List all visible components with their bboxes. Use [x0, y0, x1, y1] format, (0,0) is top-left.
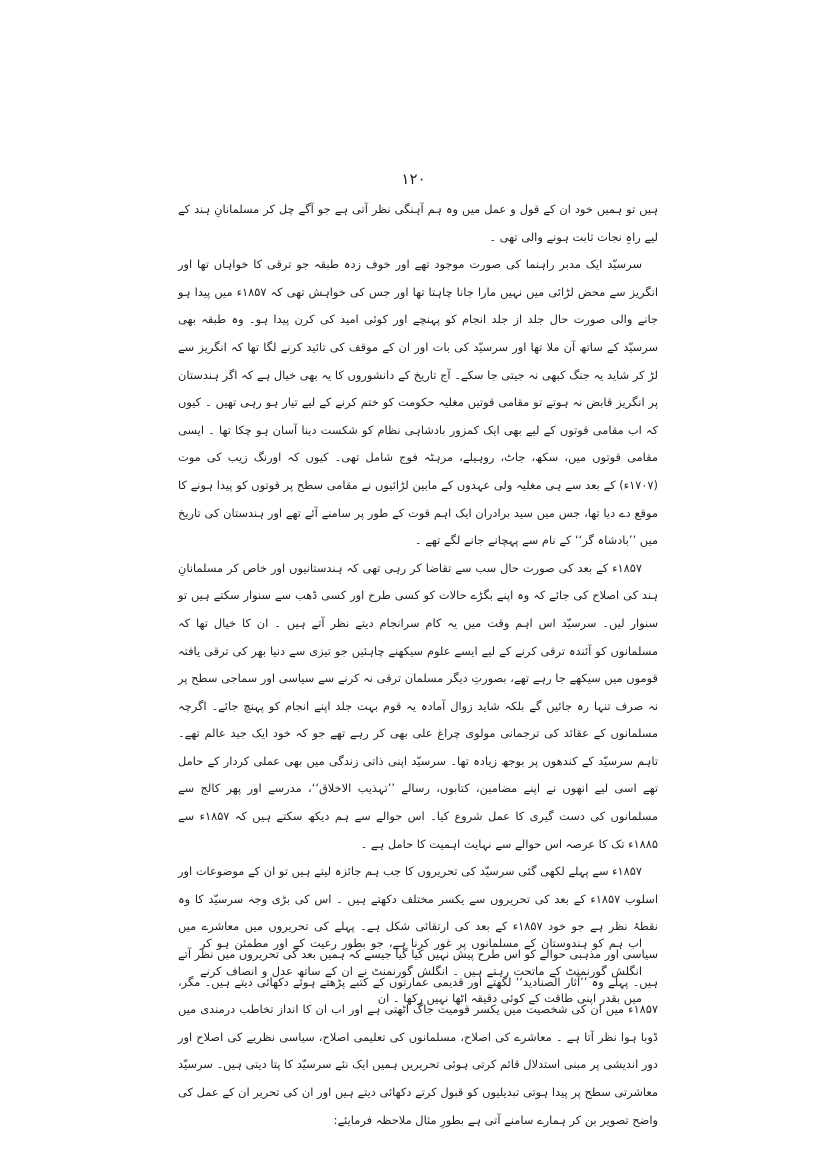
quote-text: اب ہم کو ہندوستان کے مسلمانوں پر غور کرنا ہے، جو بطور رعیت کے اور مطمئن ہو کر انگلش گورنمنٹ کے ماتحت رہتے ہیں ۔ انگلش گورنمنٹ نے ان کے ساتھ عدل و انصاف کرنے میں بقدر اپنی طاقت کے کوئی دقیقہ اٹھا نہیں رکھا ۔ ان: [200, 936, 642, 1006]
block-quote: [200, 930, 642, 1013]
paragraph: ۱۸۵۷ء کے بعد کی صورت حال سب سے تقاضا کر رہی تھی کہ ہندستانیوں اور خاص کر مسلمانانِ ہند کی اصلاح کی جائے کہ وہ اپنے بگڑے حالات کو کسی طرح اور کسی ڈھب سے سنوار سکتے ہیں تو سنوار لیں۔ سرسیّد اس اہم وقت میں یہ کام سرانجام دیتے نظر آتے ہیں ۔ ان کا خیال تھا کہ مسلمانوں کو آئندہ ترقی کرنے کے لیے ایسے علوم سیکھنے چاہئیں جو تیزی سے دنیا بھر کی ترقی یافتہ قوموں میں سیکھے جا رہے تھے، بصورتِ دیگر مسلمان ترقی نہ کرنے سے سیاسی اور سماجی سطح پر نہ صرف تنہا رہ جائیں گے بلکہ شاید زوال آمادہ یہ قوم بہت جلد اپنے انجام کو پہنچ جائے۔ اگرچہ مسلمانوں کے عقائد کی ترجمانی مولوی چراغ علی بھی کر رہے تھے جو کہ خود ایک جید عالم تھے۔ تاہم سرسیّد کے کندھوں پر بوجھ زیادہ تھا۔ سرسیّد اپنی ذاتی زندگی میں بھی عملی کردار کے حامل تھے اسی لیے انھوں نے اپنے مضامین، کتابوں، رسالے ’’تہذیب الاخلاق‘‘، مدرسے اور پھر کالج سے مسلمانوں کی دست گیری کا عمل شروع کیا۔ اس حوالے سے ہم دیکھ سکتے ہیں کہ ۱۸۵۷ء سے ۱۸۸۵ء تک کا عرصہ اس حوالے سے نہایت اہمیت کا حامل ہے ۔: [178, 560, 658, 851]
paragraph: ہیں تو ہمیں خود ان کے قول و عمل میں وہ ہم آہنگی نظر آتی ہے جو آگے چل کر مسلمانانِ ہند کے لیے راہِ نجات ثابت ہونے والی تھی ۔: [178, 202, 658, 244]
paragraph: سرسیّد ایک مدبر راہنما کی صورت موجود تھے اور خوف زدہ طبقہ جو ترقی کا خواہاں تھا اور انگریز سے محض لڑائی میں نہیں مارا جانا چاہتا تھا اور جس کی خواہش تھی کہ ۱۸۵۷ء میں پیدا ہو جانے والی صورت حال جلد از جلد انجام کو پہنچے اور کوئی امید کی کرن پیدا ہو۔ وہ طبقہ بھی سرسیّد کے ساتھ آن ملا تھا اور سرسیّد کی بات اور ان کے موقف کی تائید کرنے لگا تھا کہ انگریز سے لڑ کر شاید یہ جنگ کبھی نہ جیتی جا سکے۔ آج تاریخ کے دانشوروں کا یہ بھی خیال ہے کہ اگر ہندستان پر انگریز قابض نہ ہوتے تو مقامی قوتیں مغلیہ حکومت کو ختم کرنے کے لیے تیار ہو رہی تھیں ۔ کیوں کہ اب مقامی قوتوں کے لیے بھی ایک کمزور بادشاہی نظام کو شکست دینا آسان ہو چکا تھا ۔ ایسی مقامی قوتوں میں، سکھ، جاٹ، روہیلے، مرہٹہ فوج شامل تھی۔ کیوں کہ اورنگ زیب کی موت (۱۷۰۷ء) کے بعد سے ہی مغلیہ ولی عہدوں کے مابین لڑائیوں نے مقامی سطح پر قوتوں کو پیدا ہونے کا موقع دے دیا تھا، جس میں سید برادران ایک اہم قوت کے طور پر سامنے آئے تھے اور ہندستان کی تاریخ میں ’’بادشاہ گر‘‘ کے نام سے پہچانے جانے لگے تھے ۔: [178, 257, 658, 548]
page-number: ۱۲۰: [401, 170, 426, 188]
paragraph: ۱۸۵۷ء سے پہلے لکھی گئی سرسیّد کی تحریروں کا جب ہم جائزہ لیتے ہیں تو ان کے موضوعات اور اسلوب ۱۸۵۷ء کے بعد کی تحریروں سے یکسر مختلف دکھتے ہیں ۔ اس کی بڑی وجہ سرسیّد کا وہ نقطۂ نظر ہے جو خود ۱۸۵۷ء کے بعد کی ارتقائی شکل ہے۔ پہلے کی تحریروں میں معاشرے میں سیاسی اور مذہبی حوالے کو اس طرح پیش نہیں کیا گیا جیسے کہ ہمیں بعد کی تحریروں میں نظر آتے ہیں۔ پہلے وہ ’’آثار الصنادید‘‘ لکھتے اور قدیمی عمارتوں کے کتبے پڑھتے ہوئے دکھائی دیتے ہیں۔ مگر، ۱۸۵۷ء میں ان کی شخصیت میں یکسر قومیت جاگ اٹھتی ہے اور اب ان کا انداز تخاطب درمندی میں ڈوبا ہوا نظر آتا ہے ۔ معاشرے کی اصلاح، مسلمانوں کی تعلیمی اصلاح، سیاسی نظریے کی اصلاح اور دور اندیشی پر مبنی استدلال قائم کرتی ہوئی تحریریں ہمیں ایک نئے سرسیّد کا پتا دیتی ہیں۔ سرسیّد معاشرتی سطح پر پیدا ہوتی تبدیلیوں کو قبول کرتے دکھائی دیتے ہیں اور ان کی تحریر ان کے عمل کی واضح تصویر بن کر ہمارے سامنے آتی ہے بطورِ مثال ملاحظہ فرمایئے:: [178, 864, 658, 1127]
